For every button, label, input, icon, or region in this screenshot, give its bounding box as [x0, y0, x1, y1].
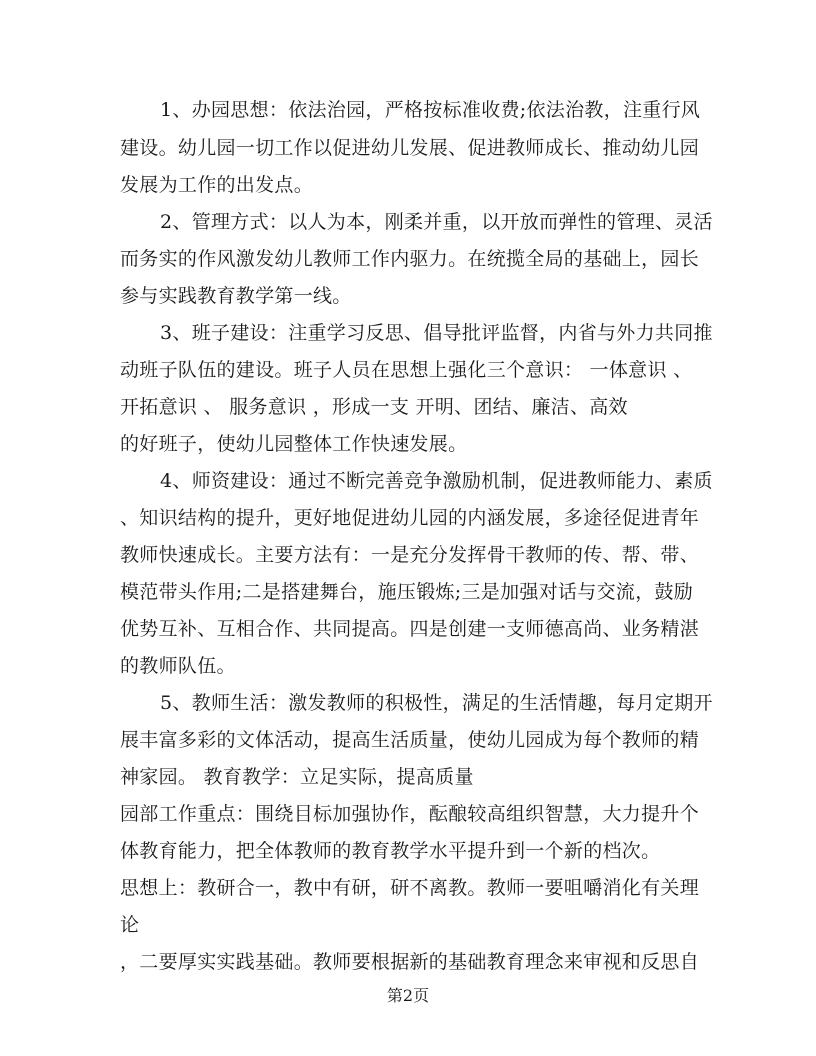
text-line: 论 [120, 914, 140, 936]
text-line: 的教师队伍。 [120, 655, 236, 677]
text-line: 而务实的作风激发幼儿教师工作内驱力。在统揽全局的基础上，园长 [120, 248, 700, 270]
page-number: 第2页 [386, 986, 430, 1005]
text-line: 的好班子，使幼儿园整体工作快速发展。 [120, 433, 468, 455]
text-line: 2、管理方式：以人为本，刚柔并重，以开放而弹性的管理、灵活 [160, 211, 713, 233]
text-line: 、知识结构的提升，更好地促进幼儿园的内涵发展，多途径促进青年 [120, 507, 700, 529]
text-line: 动班子队伍的建设。班子人员在思想上强化三个意识： 一体意识 、 [120, 359, 693, 381]
text-line: 模范带头作用;二是搭建舞台，施压锻炼;三是加强对话与交流，鼓励 [120, 581, 694, 603]
text-line: 5、教师生活：激发教师的积极性，满足的生活情趣，每月定期开 [160, 692, 713, 714]
text-line: 开拓意识 、 服务意识 ，形成一支 开明、团结、廉洁、高效 [120, 396, 628, 418]
text-line: 思想上：教研合一，教中有研，研不离教。教师一要咀嚼消化有关理 [120, 877, 700, 899]
text-line: 园部工作重点：围绕目标加强协作，酝酿较高组织智慧，大力提升个 [120, 803, 700, 825]
text-line: 教师快速成长。主要方法有：一是充分发挥骨干教师的传、帮、带、 [120, 544, 700, 566]
text-line: ，二要厚实实践基础。教师要根据新的基础教育理念来审视和反思自 [120, 951, 700, 973]
text-line: 1、办园思想：依法治园，严格按标准收费;依法治教，注重行风 [160, 99, 701, 121]
text-line: 4、师资建设：通过不断完善竞争激励机制，促进教师能力、素质 [160, 470, 713, 492]
text-line: 优势互补、互相合作、共同提高。四是创建一支师德高尚、业务精湛 [120, 618, 700, 640]
text-line: 发展为工作的出发点。 [120, 174, 314, 196]
text-line: 建设。幼儿园一切工作以促进幼儿发展、促进教师成长、推动幼儿园 [120, 137, 700, 159]
text-line: 参与实践教育教学第一线。 [120, 285, 352, 307]
text-line: 体教育能力，把全体教师的教育教学水平提升到一个新的档次。 [120, 840, 661, 862]
text-line: 展丰富多彩的文体活动，提高生活质量，使幼儿园成为每个教师的精 [120, 729, 700, 751]
text-line: 神家园。 教育教学：立足实际，提高质量 [120, 766, 474, 788]
text-line: 3、班子建设：注重学习反思、倡导批评监督，内省与外力共同推 [160, 322, 713, 344]
